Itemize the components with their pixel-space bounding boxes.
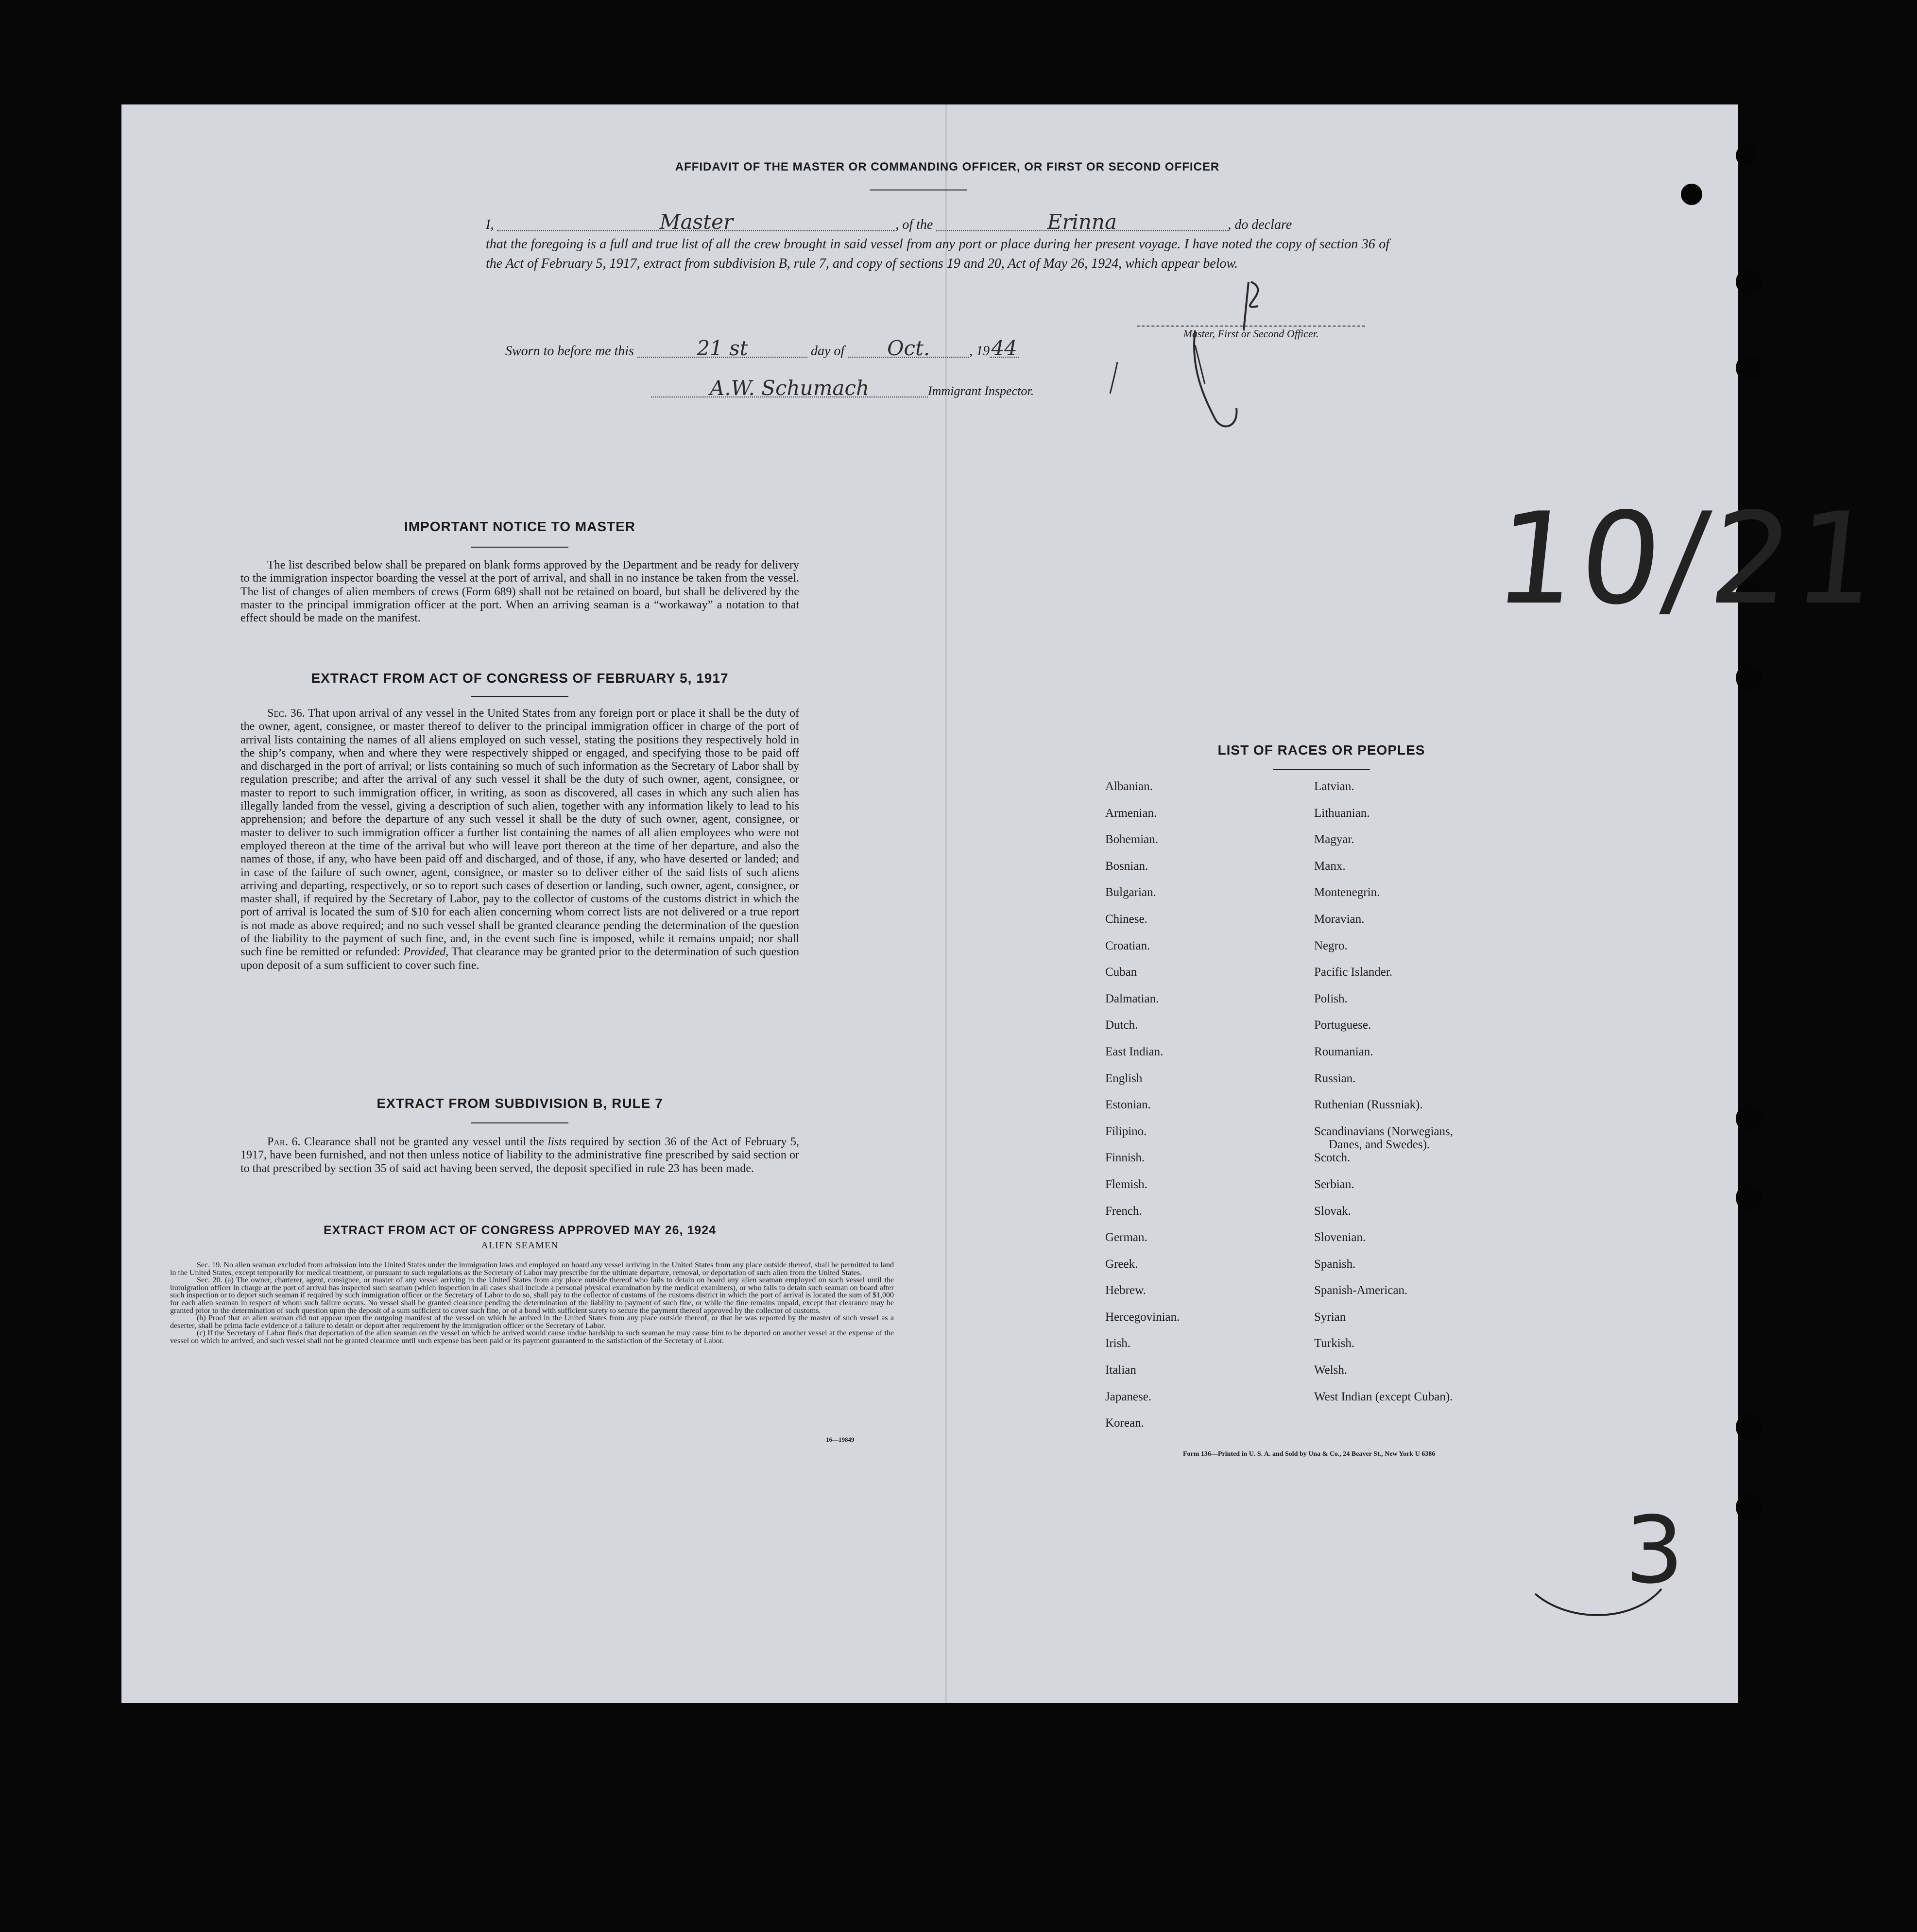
race-item: Spanish. bbox=[1314, 1257, 1356, 1271]
inspector-label: Immigrant Inspector. bbox=[928, 384, 1034, 398]
sworn-day-field: 21 st bbox=[637, 340, 807, 358]
inspector-signature: A.W. Schumach bbox=[651, 380, 928, 397]
race-item: Bohemian. bbox=[1105, 833, 1159, 846]
binder-hole bbox=[1736, 665, 1762, 691]
race-item: Japanese. bbox=[1105, 1390, 1152, 1403]
affidavit-title: AFFIDAVIT OF THE MASTER OR COMMANDING OFFICER, OR FIRST OR SECOND OFFICER bbox=[675, 160, 1220, 173]
sworn-label: Sworn to before me this bbox=[505, 344, 634, 359]
race-item: Dalmatian. bbox=[1105, 992, 1159, 1005]
affidavit-statement bbox=[486, 210, 1389, 274]
races-right-column bbox=[1314, 780, 1453, 1416]
race-item: Latvian. bbox=[1314, 780, 1354, 793]
handwritten-date-mark: 10/21 bbox=[1489, 486, 1888, 633]
race-item: Portuguese. bbox=[1314, 1018, 1371, 1032]
extract-1924-title: EXTRACT FROM ACT OF CONGRESS APPROVED MAY 26, 1924 bbox=[323, 1224, 717, 1237]
race-item: Hercegovinian. bbox=[1105, 1310, 1180, 1324]
race-item: Greek. bbox=[1105, 1257, 1138, 1271]
i-label: I, bbox=[486, 217, 494, 232]
master-signature-label: Master, First or Second Officer. bbox=[1137, 326, 1365, 340]
race-item: Serbian. bbox=[1314, 1177, 1354, 1191]
race-item: Magyar. bbox=[1314, 833, 1354, 846]
race-item: French. bbox=[1105, 1204, 1142, 1218]
races-left-column bbox=[1105, 780, 1180, 1443]
race-item: Irish. bbox=[1105, 1337, 1131, 1350]
race-item: Cuban bbox=[1105, 966, 1137, 979]
race-item: Filipino. bbox=[1105, 1124, 1147, 1138]
print-code: 16—19849 bbox=[826, 1436, 855, 1443]
binder-hole bbox=[1681, 184, 1702, 205]
sec-20b-text: (b) Proof that an alien seaman did not appear upon the outgoing manifest of the vessel on which he arrived in the United States from any place outside thereof, or that he was reported by the master of such vessel as a deserter, shall be prima facie evidence of a failure to detain or deport after requirement by the immigration officer or the Secretary of Labor. bbox=[170, 1314, 894, 1330]
race-item: East Indian. bbox=[1105, 1045, 1164, 1058]
race-item: Montenegrin. bbox=[1314, 886, 1380, 899]
race-item: Ruthenian (Russniak). bbox=[1314, 1098, 1423, 1112]
extract-1917-rule bbox=[471, 696, 568, 697]
race-item: Albanian. bbox=[1105, 780, 1153, 793]
race-item: Dutch. bbox=[1105, 1018, 1138, 1032]
race-item: Lithuanian. bbox=[1314, 806, 1370, 820]
binder-hole bbox=[1736, 145, 1757, 166]
race-item: Italian bbox=[1105, 1363, 1136, 1377]
affidavit-text: that the foregoing is a full and true list of all the crew brought in said vessel from any port or place during her present voyage. I have noted the copy of section 36 of the Act of February 5, 1917, extract from subdivision B, rule 7, and copy of sections 19 and 20, Act of May 26, 1924, which appear below. bbox=[486, 237, 1389, 271]
binder-hole bbox=[1736, 1494, 1762, 1520]
notice-title: IMPORTANT NOTICE TO MASTER bbox=[404, 519, 636, 534]
race-item: Turkish. bbox=[1314, 1337, 1355, 1350]
extract-1917-text bbox=[240, 707, 799, 972]
races-title: LIST OF RACES OR PEOPLES bbox=[1217, 742, 1425, 758]
race-item: West Indian (except Cuban). bbox=[1314, 1390, 1453, 1403]
sworn-month-field: Oct. bbox=[848, 340, 969, 358]
race-item: Scotch. bbox=[1314, 1151, 1351, 1165]
race-item: Welsh. bbox=[1314, 1363, 1348, 1377]
race-item: Syrian bbox=[1314, 1310, 1346, 1324]
inspector-initial-mark bbox=[1103, 360, 1132, 398]
binder-hole bbox=[1736, 1105, 1762, 1132]
race-item: Chinese. bbox=[1105, 912, 1147, 926]
form-footer: Form 136—Printed in U. S. A. and Sold by Una & Co., 24 Beaver St., New York U 6386 bbox=[1183, 1450, 1436, 1458]
sec-20c-text: (c) If the Secretary of Labor finds that deportation of the alien seaman on the vessel on which he arrived would cause undue hardship to such seaman he may cause him to be deported on another vessel at the expense of the vessel on which he arrived, and such vessel shall not be granted clearance until such expense has been paid or its payment guaranteed to the satisfaction of the Secretary of Labor. bbox=[170, 1329, 894, 1345]
sec-36-body: That upon arrival of any vessel in the United States from any foreign port or place it shall be the duty of the owner, agent, consignee, or master thereof to deliver to the principal immigration officer in charge of the port of arrival lists containing the names of all aliens employed on such vessel, stating the positions they respectively hold in the ship’s company, when and where they were respectively shipped or engaged, and specifying those to be paid off and discharged in the port of arrival; or lists containing so much of such information as the Secretary of Labor shall by regulation prescribe; and after the arrival of any such vessel it shall be the duty of such owner, agent, consignee, or master to report to such immigration officer, in writing, as soon as discovered, all cases in which any such alien has illegally landed from the vessel, giving a description of such alien, together with any information likely to lead to his apprehension; and before the departure of any such vessel it shall be the duty of such owner, agent, consignee, or master to deliver to such immigration officer a further list containing the names of all alien employees who were not employed thereon at the time of the arrival but who will leave port thereon at the time of her departure, and also the names of those, if any, who have been paid off and discharged, and of those, if any, who have deserted or landed; and in case of the failure of such owner, agent, consignee, or master so to deliver either of the said lists of such aliens arriving and departing, respectively, or so to report such cases of desertion or landing, such owner, agent, consignee, or master shall, if required by the Secretary of Labor, pay to the collector of customs of the customs district in which the port of arrival is located the sum of $10 for each alien concerning whom correct lists are not delivered or a true report is not made as above required; and no such vessel shall be granted clearance pending the determination of the question of the liability to the payment of such fine, and, in the event such fine is imposed, while it remains unpaid; nor shall such fine be remitted or refunded: bbox=[240, 707, 799, 959]
race-item: Danes, and Swedes). bbox=[1329, 1138, 1430, 1151]
day-of-label: day of bbox=[810, 344, 845, 359]
extract-1917-title: EXTRACT FROM ACT OF CONGRESS OF FEBRUARY 5, 1917 bbox=[311, 671, 729, 686]
vessel-name-field: Erinna bbox=[936, 214, 1228, 231]
race-item: Manx. bbox=[1314, 859, 1346, 873]
extract-1924-text bbox=[170, 1261, 894, 1345]
race-item: Polish. bbox=[1314, 992, 1348, 1005]
extract-1924-subtitle: ALIEN SEAMEN bbox=[481, 1240, 559, 1251]
race-item: Negro. bbox=[1314, 939, 1348, 952]
race-item: Estonian. bbox=[1105, 1098, 1151, 1112]
extract-rule7-text bbox=[240, 1136, 799, 1175]
lists-term: lists bbox=[548, 1136, 567, 1148]
inspector-line bbox=[651, 376, 1088, 400]
race-item: Bosnian. bbox=[1105, 859, 1148, 873]
par-6-body-a: Clearance shall not be granted any vessel until the bbox=[304, 1136, 544, 1148]
race-item: Moravian. bbox=[1314, 912, 1365, 926]
par-6-label: Par. 6. bbox=[267, 1136, 301, 1148]
race-item: Korean. bbox=[1105, 1416, 1144, 1430]
races-rule bbox=[1273, 769, 1370, 770]
race-item: Scandinavians (Norwegians, bbox=[1314, 1124, 1454, 1138]
sworn-year-field: 44 bbox=[990, 340, 1019, 358]
binder-hole bbox=[1736, 1414, 1762, 1440]
race-item: German. bbox=[1105, 1231, 1147, 1244]
race-item: Hebrew. bbox=[1105, 1284, 1146, 1297]
race-item: Flemish. bbox=[1105, 1177, 1147, 1191]
of-the-label: , of the bbox=[895, 217, 933, 232]
extract-rule7-title: EXTRACT FROM SUBDIVISION B, RULE 7 bbox=[377, 1096, 663, 1111]
binder-hole bbox=[1736, 1185, 1762, 1211]
race-item: Finnish. bbox=[1105, 1151, 1145, 1165]
race-item: Russian. bbox=[1314, 1071, 1356, 1085]
affidavit-first-line bbox=[486, 210, 1389, 235]
binder-hole bbox=[1736, 269, 1762, 295]
race-item: Armenian. bbox=[1105, 806, 1157, 820]
officer-name-field: Master bbox=[497, 214, 895, 231]
sec-20a-text: Sec. 20. (a) The owner, charterer, agent, consignee, or master of any vessel arriving in the United States from any place outside thereof who fails to detain on board any alien seaman employed on such vessel until the immigration officer in charge at the port of arrival has inspected such seaman (which inspection in all cases shall include a personal physical examination by the medical examiners), or who fails to detain such seaman on board after such inspection or to deport such seaman if required by such immigration officer or the Secretary of Labor to do so, shall pay to the collector of customs of the customs district in which the port of arrival is located the sum of $1,000 for each alien seaman in respect of whom such failure occurs. No vessel shall be granted clearance pending the determination of the liability to payment of such fine, or while the fine remains unpaid, except that clearance may be granted prior to the determination of such question upon the deposit of a sum sufficient to cover such fine, or of a bond with sufficient surety to secure the payment thereof approved by the collector of customs. bbox=[170, 1276, 894, 1315]
notice-text: The list described below shall be prepared on blank forms approved by the Department and be ready for delivery to the immigration inspector boarding the vessel at the port of arrival, and shall in no instance be taken from the vessel. The list of changes of alien members of crews (Form 689) shall not be retained on board, but shall be delivered by the master to the principal immigration officer at the port. When an arriving seaman is a “workaway” a notation to that effect should be made on the manifest. bbox=[240, 559, 799, 625]
race-item: Slovenian. bbox=[1314, 1231, 1366, 1244]
race-item: Pacific Islander. bbox=[1314, 966, 1393, 979]
handwritten-page-number: 3 bbox=[1625, 1497, 1684, 1604]
sec-19-text: Sec. 19. No alien seaman excluded from admission into the United States under the immigration laws and employed on board any vessel arriving in the United States from any place outside thereof, shall be permitted to land in the United States, except temporarily for medical treatment, or pursuant to such regulations as the Secretary of Labor may prescribe for the ultimate departure, removal, or deportation of such alien from the United States. bbox=[170, 1261, 894, 1277]
sworn-line bbox=[505, 336, 1137, 360]
race-item: Slovak. bbox=[1314, 1204, 1351, 1218]
master-signature-mark bbox=[1176, 272, 1283, 437]
sec-36-label: Sec. 36. bbox=[267, 707, 305, 720]
page-number-flourish bbox=[1530, 1579, 1666, 1623]
par-6-body-b: required by section 36 of the Act of February 5, 1917, have been furnished, and not then unless notice of liability to the administrative fine prescribed by said section or to that prescribed by section 35 of said act having been served, the deposit specified in rule 23 has been made. bbox=[240, 1136, 800, 1175]
sec-36-end: That clearance may be granted prior to the determination of such question upon deposit of a sum sufficient to cover such fine. bbox=[240, 946, 800, 972]
race-item: Roumanian. bbox=[1314, 1045, 1373, 1058]
notice-rule bbox=[471, 547, 568, 548]
race-item: Spanish-American. bbox=[1314, 1284, 1408, 1297]
provided-term: Provided, bbox=[403, 946, 449, 959]
year-prefix-label: , 19 bbox=[969, 344, 990, 359]
race-item: Croatian. bbox=[1105, 939, 1150, 952]
race-item: English bbox=[1105, 1071, 1143, 1085]
race-item: Bulgarian. bbox=[1105, 886, 1156, 899]
binder-hole bbox=[1736, 355, 1762, 381]
extract-rule7-rule bbox=[471, 1122, 568, 1123]
do-declare-label: , do declare bbox=[1228, 217, 1292, 232]
